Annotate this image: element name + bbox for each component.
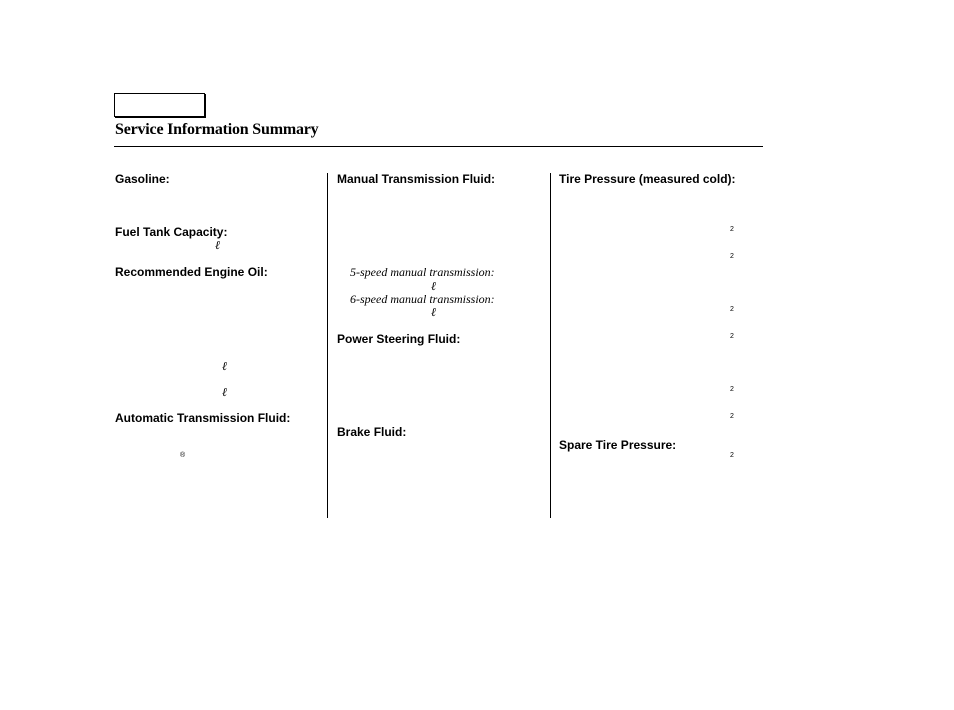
automatic-transmission-fluid-heading: Automatic Transmission Fluid: (115, 411, 291, 425)
brake-fluid-heading: Brake Fluid: (337, 425, 407, 439)
six-speed-note: 6-speed manual transmission: (350, 292, 495, 306)
superscript-two: 2 (730, 306, 734, 313)
superscript-two: 2 (730, 253, 734, 260)
gasoline-heading: Gasoline: (115, 172, 170, 186)
fuel-tank-capacity-heading: Fuel Tank Capacity: (115, 225, 228, 239)
title-divider (114, 146, 763, 147)
tire-pressure-heading: Tire Pressure (measured cold): (559, 172, 736, 186)
recommended-engine-oil-heading: Recommended Engine Oil: (115, 265, 268, 279)
superscript-two: 2 (730, 452, 734, 459)
column-divider-right (550, 173, 551, 518)
column-divider-left (327, 173, 328, 518)
section-tab (114, 93, 205, 117)
liter-symbol: ℓ (222, 359, 227, 373)
superscript-two: 2 (730, 333, 734, 340)
superscript-two: 2 (730, 413, 734, 420)
registered-symbol: ® (180, 452, 186, 459)
page-title: Service Information Summary (115, 121, 319, 138)
liter-symbol: ℓ (215, 238, 220, 252)
manual-transmission-fluid-heading: Manual Transmission Fluid: (337, 172, 496, 186)
liter-symbol: ℓ (431, 305, 436, 319)
liter-symbol: ℓ (222, 385, 227, 399)
superscript-two: 2 (730, 386, 734, 393)
liter-symbol: ℓ (431, 279, 436, 293)
superscript-two: 2 (730, 226, 734, 233)
power-steering-fluid-heading: Power Steering Fluid: (337, 332, 461, 346)
spare-tire-pressure-heading: Spare Tire Pressure: (559, 438, 677, 452)
five-speed-note: 5-speed manual transmission: (350, 265, 495, 279)
